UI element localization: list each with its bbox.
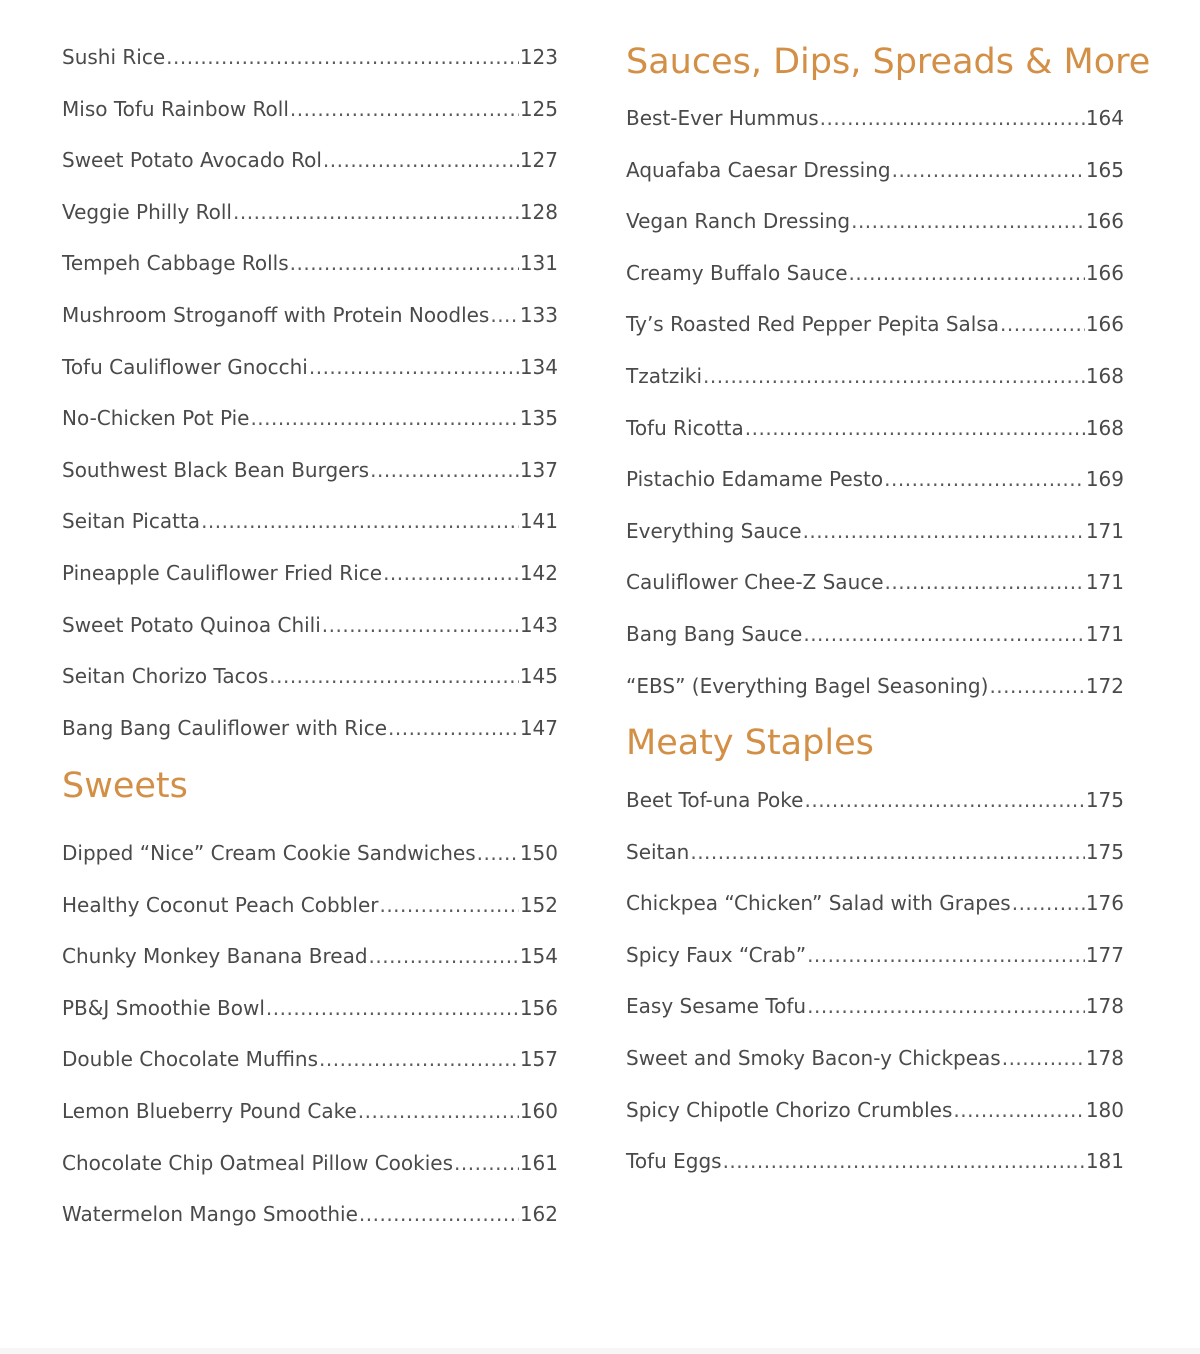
dot-leader — [820, 104, 1085, 132]
toc-entry-title: Bang Bang Sauce — [626, 622, 803, 646]
dot-leader — [989, 672, 1084, 700]
toc-entry-page-number: 172 — [1085, 673, 1124, 698]
toc-entry-title: Tempeh Cabbage Rolls — [62, 251, 289, 276]
toc-entry[interactable] — [626, 1044, 1124, 1072]
toc-entry-title: Seitan — [626, 839, 690, 864]
toc-entry-page-number: 133 — [519, 303, 558, 327]
toc-entry[interactable] — [62, 507, 558, 535]
toc-entry-title: Dipped “Nice” Cream Cookie Sandwiches — [62, 841, 476, 865]
toc-entry-title: Sushi Rice — [62, 45, 166, 69]
dot-leader — [723, 1147, 1085, 1175]
toc-entry-page-number: 123 — [519, 45, 558, 69]
toc-entry-page-number: 169 — [1085, 467, 1124, 492]
toc-entry-title: Bang Bang Cauliflower with Rice — [62, 715, 388, 740]
dot-leader — [807, 992, 1085, 1020]
dot-leader — [454, 1149, 519, 1177]
toc-entry-page-number: 181 — [1085, 1149, 1124, 1174]
toc-entry[interactable] — [62, 559, 558, 587]
dot-leader — [166, 43, 519, 71]
toc-entry-page-number: 168 — [1085, 415, 1124, 440]
toc-entry-page-number: 168 — [1085, 364, 1124, 388]
toc-entry-page-number: 171 — [1085, 622, 1124, 646]
toc-entry-title: “EBS” (Everything Bagel Seasoning) — [626, 673, 989, 698]
dot-leader — [323, 146, 519, 174]
toc-entry[interactable] — [62, 404, 558, 432]
toc-entry-title: Ty’s Roasted Red Pepper Pepita Salsa — [626, 312, 1000, 337]
toc-entry-title: Creamy Buffalo Sauce — [626, 260, 848, 285]
toc-entry[interactable] — [626, 838, 1124, 866]
dot-leader — [892, 156, 1085, 184]
toc-entry[interactable] — [626, 568, 1124, 596]
toc-entry[interactable] — [626, 465, 1124, 493]
toc-entry[interactable] — [62, 942, 558, 970]
section-heading-sweets: Sweets — [62, 766, 188, 806]
toc-entry-page-number: 137 — [519, 457, 558, 482]
dot-leader — [322, 611, 519, 639]
dot-leader — [690, 838, 1084, 866]
toc-entry-title: Spicy Chipotle Chorizo Crumbles — [626, 1097, 953, 1122]
dot-leader — [745, 414, 1085, 442]
toc-entry-title: Beet Tof-una Poke — [626, 788, 804, 812]
dot-leader — [250, 404, 518, 432]
toc-entry-page-number: 142 — [519, 561, 558, 585]
toc-entry-page-number: 165 — [1085, 157, 1124, 182]
toc-entry[interactable] — [626, 362, 1124, 390]
toc-entry-title: Cauliflower Chee-Z Sauce — [626, 570, 884, 595]
toc-entry-page-number: 166 — [1085, 260, 1124, 285]
toc-entry-title: Tofu Ricotta — [626, 415, 744, 440]
toc-entry-page-number: 127 — [519, 148, 558, 173]
toc-entry-page-number: 125 — [519, 96, 558, 121]
page-bottom-edge — [0, 1348, 1200, 1354]
dot-leader — [269, 662, 519, 690]
toc-entry[interactable] — [62, 994, 558, 1022]
toc-entry-page-number: 178 — [1085, 994, 1124, 1019]
toc-entry[interactable] — [62, 662, 558, 690]
dot-leader — [388, 714, 519, 742]
dot-leader — [885, 568, 1085, 596]
dot-leader — [233, 198, 519, 226]
dot-leader — [358, 1097, 519, 1125]
toc-entry-page-number: 171 — [1085, 518, 1124, 543]
toc-entry-title: Spicy Faux “Crab” — [626, 942, 807, 967]
toc-entry-title: Tzatziki — [626, 364, 703, 388]
dot-leader — [201, 507, 519, 535]
toc-entry-page-number: 147 — [519, 715, 558, 740]
dot-leader — [370, 456, 519, 484]
dot-leader — [490, 301, 518, 329]
toc-entry-title: PB&J Smoothie Bowl — [62, 995, 265, 1020]
toc-entry[interactable] — [626, 414, 1124, 442]
toc-entry-title: Easy Sesame Tofu — [626, 994, 807, 1019]
dot-leader — [477, 839, 519, 867]
toc-entry[interactable] — [626, 992, 1124, 1020]
toc-entry-page-number: 156 — [519, 995, 558, 1020]
dot-leader — [369, 942, 519, 970]
toc-entry[interactable] — [626, 156, 1124, 184]
toc-entry[interactable] — [626, 620, 1124, 648]
toc-entry-page-number: 176 — [1085, 891, 1124, 916]
dot-leader — [804, 786, 1084, 814]
toc-entry-title: Vegan Ranch Dressing — [626, 209, 851, 234]
toc-entry-page-number: 166 — [1085, 312, 1124, 337]
dot-leader — [383, 559, 519, 587]
toc-entry-title: Best-Ever Hummus — [626, 106, 819, 130]
dot-leader — [1000, 310, 1085, 338]
toc-entry-title: Sweet Potato Avocado Rol — [62, 148, 322, 173]
dot-leader — [851, 207, 1085, 235]
toc-entry-title: Sweet Potato Quinoa Chili — [62, 612, 321, 637]
toc-entry[interactable] — [62, 146, 558, 174]
dot-leader — [803, 517, 1085, 545]
toc-entry-page-number: 175 — [1085, 839, 1124, 864]
toc-entry-page-number: 180 — [1085, 1097, 1124, 1122]
toc-entry-page-number: 178 — [1085, 1046, 1124, 1070]
dot-leader — [807, 941, 1085, 969]
toc-entry-page-number: 161 — [519, 1150, 558, 1175]
toc-entry-title: Tofu Eggs — [626, 1149, 722, 1174]
toc-entry-page-number: 171 — [1085, 570, 1124, 595]
toc-entry[interactable] — [626, 941, 1124, 969]
toc-entry-page-number: 152 — [519, 892, 558, 917]
dot-leader — [319, 1045, 519, 1073]
toc-entry-page-number: 164 — [1085, 106, 1124, 130]
toc-entry-title: Healthy Coconut Peach Cobbler — [62, 892, 379, 917]
toc-entry-page-number: 143 — [519, 612, 558, 637]
toc-entry-page-number: 177 — [1085, 942, 1124, 967]
toc-entry-title: Chickpea “Chicken” Salad with Grapes — [626, 891, 1011, 916]
toc-entry-title: Pistachio Edamame Pesto — [626, 467, 884, 492]
toc-entry-title: Sweet and Smoky Bacon-y Chickpeas — [626, 1046, 1001, 1070]
dot-leader — [290, 249, 519, 277]
dot-leader — [379, 891, 518, 919]
toc-entry-page-number: 131 — [519, 251, 558, 276]
dot-leader — [849, 259, 1085, 287]
toc-entry-title: Chocolate Chip Oatmeal Pillow Cookies — [62, 1150, 454, 1175]
toc-entry-title: Watermelon Mango Smoothie — [62, 1202, 358, 1227]
toc-entry[interactable] — [62, 95, 558, 123]
toc-entry-title: Chunky Monkey Banana Bread — [62, 944, 368, 969]
toc-entry-title: Everything Sauce — [626, 518, 802, 543]
toc-entry-title: Veggie Philly Roll — [62, 199, 232, 224]
toc-entry[interactable] — [626, 889, 1124, 917]
toc-entry[interactable] — [626, 207, 1124, 235]
toc-entry-page-number: 128 — [519, 199, 558, 224]
toc-entry[interactable] — [62, 1200, 558, 1228]
toc-entry[interactable] — [626, 1096, 1124, 1124]
toc-entry-page-number: 162 — [519, 1202, 558, 1227]
toc-entry[interactable] — [62, 839, 558, 867]
toc-entry-title: Seitan Chorizo Tacos — [62, 664, 269, 689]
toc-entry-title: Seitan Picatta — [62, 509, 201, 534]
toc-entry[interactable] — [626, 672, 1124, 700]
toc-entry-title: Aquafaba Caesar Dressing — [626, 157, 891, 182]
toc-entry[interactable] — [62, 198, 558, 226]
toc-entry-title: Mushroom Stroganoff with Protein Noodles — [62, 303, 490, 327]
toc-entry-page-number: 134 — [519, 354, 558, 379]
toc-entry-title: No-Chicken Pot Pie — [62, 406, 250, 431]
toc-entry[interactable] — [62, 714, 558, 742]
toc-entry-page-number: 160 — [519, 1099, 558, 1123]
dot-leader — [884, 465, 1085, 493]
toc-entry-page-number: 150 — [519, 841, 558, 865]
dot-leader — [359, 1200, 519, 1228]
section-heading-sauces: Sauces, Dips, Spreads & More — [626, 42, 1151, 82]
toc-entry[interactable] — [62, 891, 558, 919]
dot-leader — [803, 620, 1084, 648]
toc-entry-page-number: 141 — [519, 509, 558, 534]
toc-entry[interactable] — [62, 353, 558, 381]
toc-entry-title: Tofu Cauliflower Gnocchi — [62, 354, 308, 379]
toc-entry[interactable] — [626, 1147, 1124, 1175]
toc-entry-title: Southwest Black Bean Burgers — [62, 457, 370, 482]
toc-entry-page-number: 166 — [1085, 209, 1124, 234]
toc-entry-title: Lemon Blueberry Pound Cake — [62, 1099, 357, 1123]
toc-entry[interactable] — [62, 301, 558, 329]
toc-entry-title: Double Chocolate Muffins — [62, 1047, 319, 1072]
section-heading-meaty-staples: Meaty Staples — [626, 723, 874, 763]
toc-entry[interactable] — [626, 517, 1124, 545]
toc-entry[interactable] — [626, 104, 1124, 132]
toc-entry-page-number: 154 — [519, 944, 558, 969]
toc-entry-page-number: 135 — [519, 406, 558, 431]
toc-entry[interactable] — [62, 1149, 558, 1177]
dot-leader — [266, 994, 519, 1022]
toc-entry[interactable] — [62, 249, 558, 277]
toc-entry[interactable] — [62, 43, 558, 71]
toc-entry-page-number: 157 — [519, 1047, 558, 1072]
dot-leader — [1012, 889, 1085, 917]
dot-leader — [290, 95, 519, 123]
toc-entry-title: Miso Tofu Rainbow Roll — [62, 96, 289, 121]
toc-entry[interactable] — [62, 611, 558, 639]
toc-entry[interactable] — [626, 786, 1124, 814]
toc-entry[interactable] — [626, 310, 1124, 338]
toc-entry[interactable] — [626, 259, 1124, 287]
toc-entry-title: Pineapple Cauliflower Fried Rice — [62, 561, 383, 585]
dot-leader — [703, 362, 1085, 390]
toc-entry[interactable] — [62, 1045, 558, 1073]
toc-entry-page-number: 145 — [519, 664, 558, 689]
dot-leader — [953, 1096, 1084, 1124]
dot-leader — [309, 353, 519, 381]
toc-entry-page-number: 175 — [1085, 788, 1124, 812]
toc-entry[interactable] — [62, 1097, 558, 1125]
toc-entry[interactable] — [62, 456, 558, 484]
dot-leader — [1002, 1044, 1085, 1072]
